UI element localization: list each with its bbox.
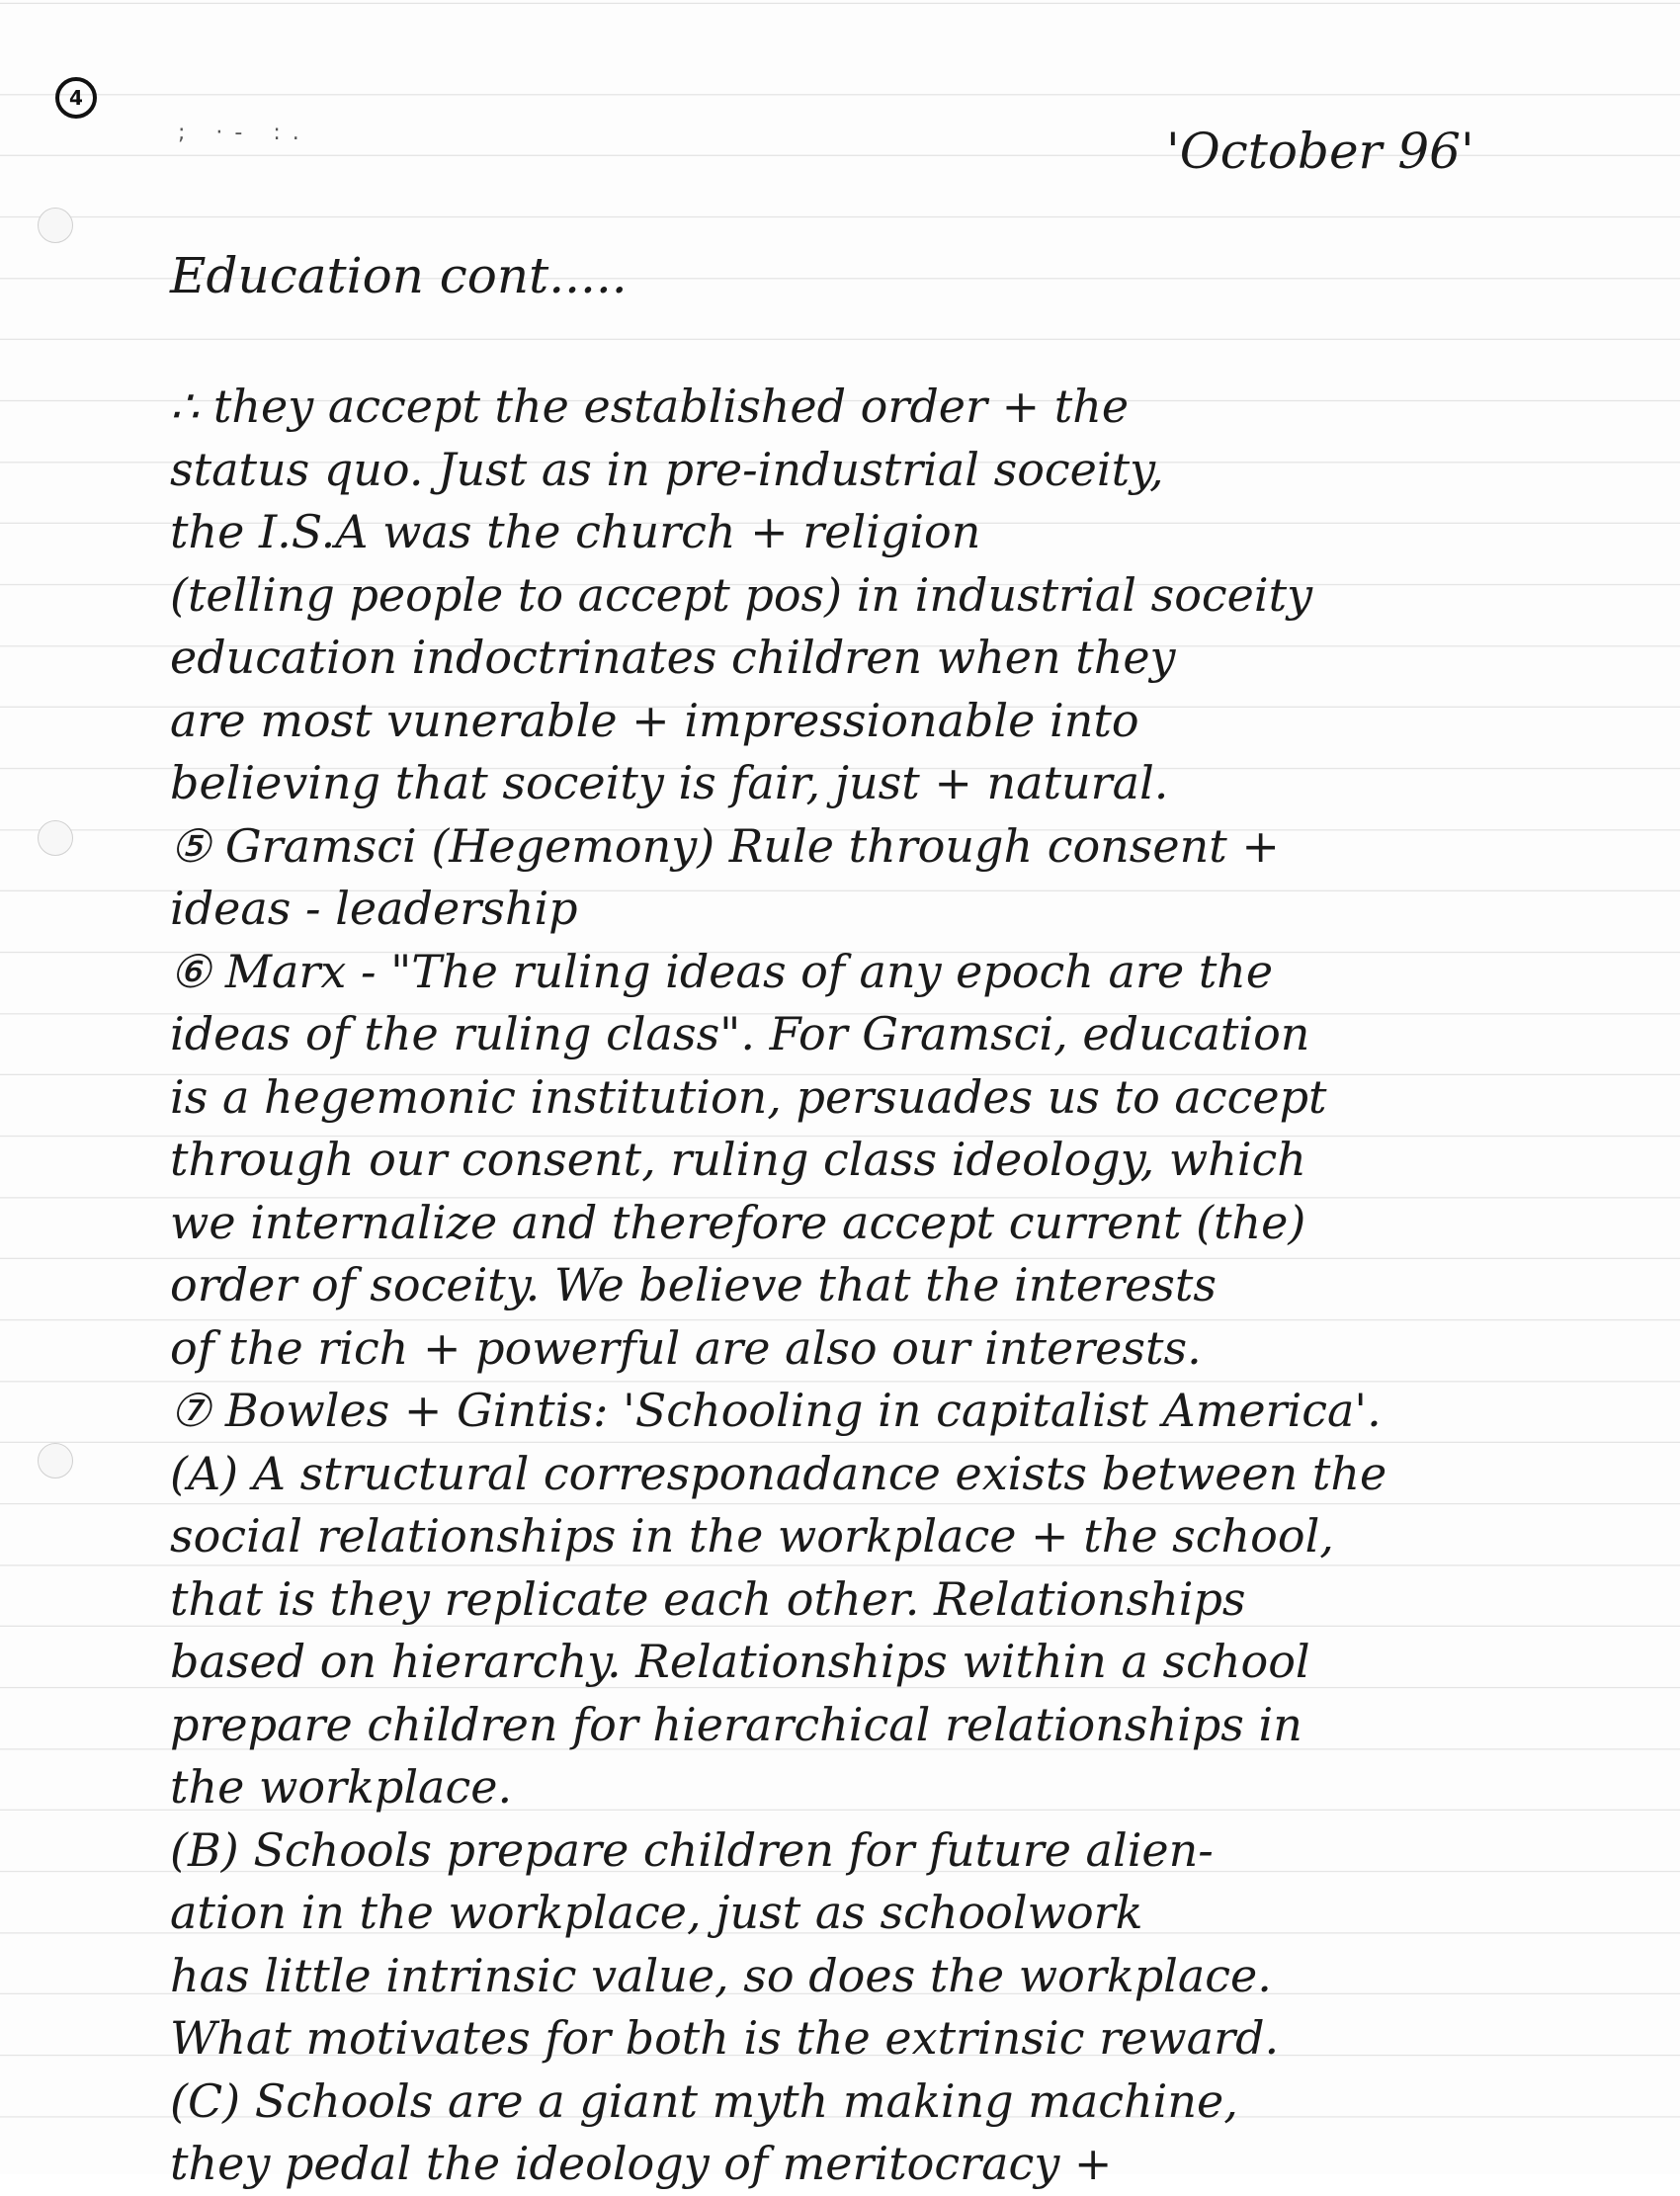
text-line: (B) Schools prepare children for future alien- [170,1822,1214,1877]
text-line: we internalize and therefore accept current (the) [170,1195,1306,1249]
text-line: they pedal the ideology of meritocracy + [170,2137,1113,2190]
text-line: believing that soceity is fair, just + natural. [170,756,1169,809]
punch-hole [38,1443,73,1478]
text-line: is a hegemonic institution, persuades us to accept [170,1069,1327,1124]
text-line: has little intrinsic value, so does the workplace. [170,1948,1272,2002]
text-line: status quo. Just as in pre-industrial soceity, [170,442,1164,496]
text-line: education indoctrinates children when they [170,631,1176,684]
text-line: social relationships in the workplace + the school, [170,1509,1334,1563]
text-line: the workplace. [170,1760,513,1814]
text-line: ⑦ Bowles + Gintis: 'Schooling in capitalist America'. [170,1384,1382,1437]
date: 'October 96' [1166,123,1474,180]
text-line: (A) A structural corresponadance exists between the [170,1446,1387,1500]
text-line: through our consent, ruling class ideology, which [170,1133,1306,1186]
text-line: based on hierarchy. Relationships within a school [170,1635,1310,1688]
text-line: of the rich + powerful are also our interests. [170,1320,1202,1375]
handwritten-notes [170,376,1593,2196]
text-line: ideas of the ruling class". For Gramsci, education [170,1007,1310,1060]
text-line: that is they replicate each other. Relationships [170,1571,1246,1626]
punch-hole [38,820,73,856]
text-line: ⑥ Marx - "The ruling ideas of any epoch are the [170,944,1274,998]
page-number: 4 [55,77,97,119]
punch-hole [38,208,73,243]
text-line: ∴ they accept the established order + the [170,380,1130,433]
text-line: ideas - leadership [170,882,578,935]
text-line: ation in the workplace, just as schoolwork [170,1886,1143,1939]
text-line: prepare children for hierarchical relationships in [170,1697,1302,1751]
text-line: (C) Schools are a giant myth making machine, [170,2073,1238,2128]
heading: Education cont..... [170,247,628,304]
text-line: the I.S.A was the church + religion [170,505,981,558]
text-line: ⑤ Gramsci (Hegemony) Rule through consent + [170,818,1280,873]
text-line: What motivates for both is the extrinsic reward. [170,2011,1280,2065]
text-line: order of soceity. We believe that the interests [170,1258,1217,1311]
smudge-marks: ; ·- :. [178,121,311,145]
text-line: (telling people to accept pos) in industrial soceity [170,567,1313,622]
text-line: are most vunerable + impressionable into [170,693,1139,747]
